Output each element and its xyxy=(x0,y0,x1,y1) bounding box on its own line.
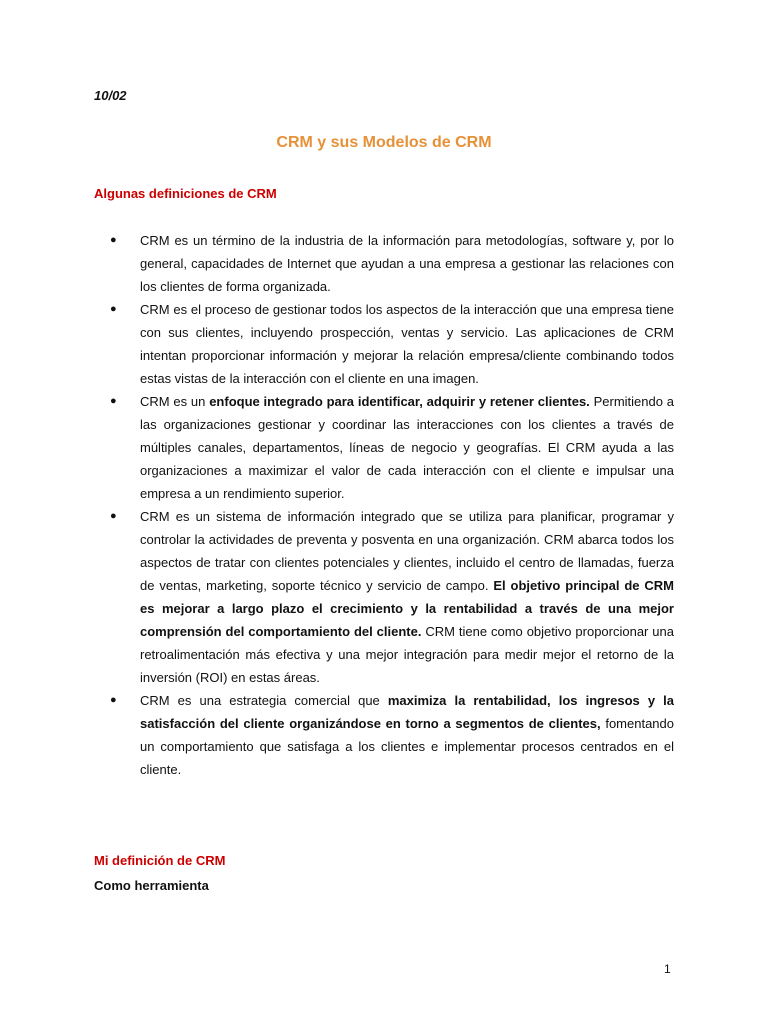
definitions-list xyxy=(110,229,674,781)
body-text: CRM es el proceso de gestionar todos los aspectos de la interacción que una empresa tiene con sus clientes, incluyendo prospección, ventas y servicio. Las aplicaciones de CRM intentan proporcionar información y mejorar la relación empresa/cliente combinando todos estas vistas de la interacción con el cliente en una imagen. xyxy=(140,302,674,386)
bullet-icon: ● xyxy=(110,234,117,246)
list-item xyxy=(110,229,674,298)
body-text: CRM es una estrategia comercial que xyxy=(140,693,388,708)
list-item xyxy=(110,505,674,689)
bullet-icon: ● xyxy=(110,510,117,522)
list-item xyxy=(110,298,674,390)
bullet-icon: ● xyxy=(110,303,117,315)
body-text: CRM tiene como objetivo proporcionar una retroalimentación más efectiva y una mejor integración para medir mejor el retorno de la inversión (ROI) en estas áreas. xyxy=(140,624,674,685)
body-text: Permitiendo a las organizaciones gestionar y coordinar las interacciones con los clientes a través de múltiples canales, departamentos, líneas de negocio y geografías. El CRM ayuda a las organizaciones a maximizar el valor de cada interacción con el cliente e impulsar una empresa a un rendimiento superior. xyxy=(140,394,674,501)
bold-text: maximiza la rentabilidad, los ingresos y la satisfacción del cliente organizándose en torno a segmentos de clientes, xyxy=(140,693,674,731)
bold-text: El objetivo principal de CRM es mejorar a largo plazo el crecimiento y la rentabilidad a través de una mejor comprensión del comportamiento del cliente. xyxy=(140,578,674,639)
document-title: CRM y sus Modelos de CRM xyxy=(276,134,492,151)
list-item xyxy=(110,689,674,781)
list-item xyxy=(110,390,674,505)
body-text: fomentando un comportamiento que satisfaga a los clientes e implementar procesos centrados en el cliente. xyxy=(140,716,674,777)
bullet-icon: ● xyxy=(110,694,117,706)
body-text: CRM es un sistema de información integrado que se utiliza para planificar, programar y controlar la actividades de preventa y posventa en una organización. CRM abarca todos los aspectos de tratar con clientes potenciales y clientes, incluido el centro de llamadas, fuerza de ventas, marketing, soporte técnico y servicio de campo. xyxy=(140,509,674,593)
section-heading-definitions: Algunas definiciones de CRM xyxy=(94,186,277,201)
document-date: 10/02 xyxy=(94,88,127,103)
subheading-as-tool: Como herramienta xyxy=(94,878,209,893)
body-text: CRM es un xyxy=(140,394,210,409)
section-heading-my-definition: Mi definición de CRM xyxy=(94,853,226,868)
page-number: 1 xyxy=(664,962,671,976)
body-text: CRM es un término de la industria de la información para metodologías, software y, por lo general, capacidades de Internet que ayudan a una empresa a gestionar las relaciones con los clientes de forma organizada. xyxy=(140,233,674,294)
bold-text: enfoque integrado para identificar, adquirir y retener clientes. xyxy=(209,394,590,409)
bullet-icon: ● xyxy=(110,395,117,407)
